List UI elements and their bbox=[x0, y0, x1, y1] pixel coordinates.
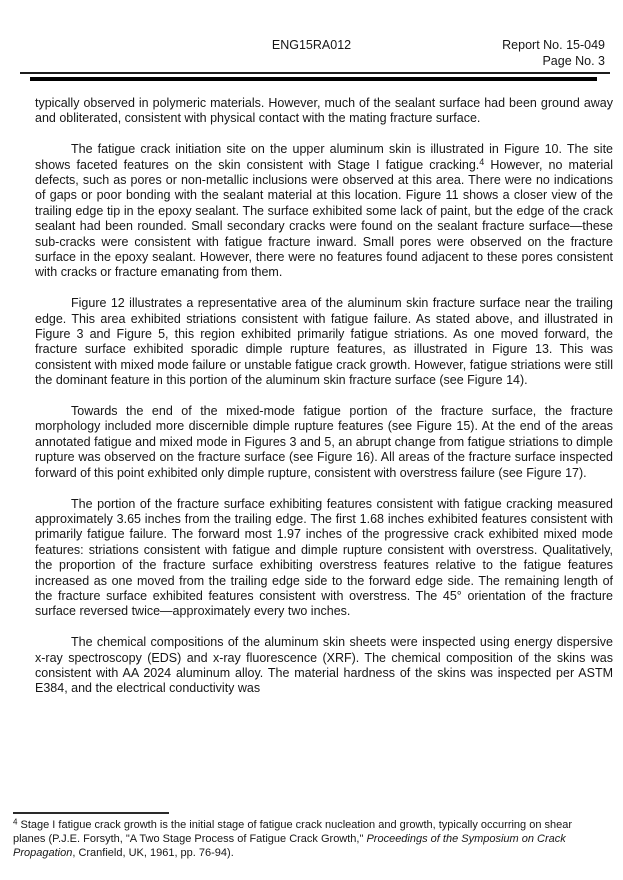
footnote-marker: 4 bbox=[13, 817, 18, 827]
paragraph-6: The chemical compositions of the aluminum skin sheets were inspected using energy dispersive x-ray spectroscopy (EDS) and x-ray fluorescence (XRF). The chemical composition of the skins was consistent with AA 2024 aluminum alloy. The material hardness of the skins was inspected per ASTM E384, and the electrical conductivity was bbox=[35, 635, 613, 696]
paragraph-5: The portion of the fracture surface exhibiting features consistent with fatigue cracking measured approximately 3.65 inches from the trailing edge. The first 1.68 inches exhibited features consistent with primarily fatigue failure. The forward most 1.97 inches of the progressive crack exhibited mixed mode features: striations consistent with fatigue and dimple rupture consistent with overstress. Qualitatively, the proportion of the fracture surface exhibiting overstress features relative to the fatigue features increased as one moved from the trailing edge side to the forward edge side. The remaining length of the fracture surface exhibited features consistent with overstress. The 45° orientation of the fracture surface reversed twice—approximately every two inches. bbox=[35, 496, 613, 619]
footnote-rule bbox=[13, 812, 169, 814]
header-right-block bbox=[502, 37, 605, 69]
document-body bbox=[35, 96, 613, 712]
page-number: Page No. 3 bbox=[542, 54, 605, 68]
report-number: Report No. 15-049 bbox=[502, 38, 605, 52]
paragraph-3: Figure 12 illustrates a representative area of the aluminum skin fracture surface near the trailing edge. This area exhibited striations consistent with fatigue failure. As stated above, and illustrated in Figure 3 and Figure 5, this region exhibited primarily fatigue striations. As one moved forward, the fracture surface exhibited sporadic dimple rupture features, as illustrated in Figure 13. This was consistent with mixed mode failure or unstable fatigue crack growth. However, fatigue striations were still the dominant feature in this portion of the aluminum skin fracture surface (see Figure 14). bbox=[35, 296, 613, 388]
header-rule-thick bbox=[30, 77, 597, 81]
document-number: ENG15RA012 bbox=[271, 38, 352, 52]
paragraph-2: The fatigue crack initiation site on the upper aluminum skin is illustrated in Figure 10. The site shows faceted features on the skin consistent with Stage I fatigue cracking.$^4$ However, no material defects, such as pores or non-metallic inclusions were observed at this area. There were no indications of gaps or poor bonding with the sealant material at this location. Figure 11 shows a closer view of the trailing edge tip in the epoxy sealant. The surface exhibited some lack of paint, but the edge of the crack sealant had been rounded. Small secondary cracks were found on the sealant fracture surface—these sub-cracks were consistent with fatigue fracture inward. Small pores were observed on the fracture surface in the epoxy sealant. However, there were no features found adjacent to these pores consistent with cracks or fracture emanating from them. bbox=[35, 142, 613, 280]
italic-citation-title: Proceedings of the Symposium on Crack Propagation bbox=[13, 833, 566, 860]
paragraph-1: typically observed in polymeric materials. However, much of the sealant surface had been ground away and obliterated, consistent with physical contact with the mating fracture surface. bbox=[35, 96, 613, 126]
page-header bbox=[18, 37, 605, 73]
footnote-text: $^4$ Stage I fatigue crack growth is the initial stage of fatigue crack nucleation and growth, typically occurring on shear planes (P.J.E. Forsyth, "A Two Stage Process of Fatigue Crack Growth," Proceedings of the Symposium on Crack Propagation, Cranfield, UK, 1961, pp. 76-94). bbox=[13, 817, 573, 860]
footnote-reference-superscript: 4 bbox=[479, 156, 485, 167]
paragraph-4: Towards the end of the mixed-mode fatigue portion of the fracture surface, the fracture morphology included more discernible dimple rupture features (see Figure 15). At the end of the areas annotated fatigue and mixed mode in Figures 3 and 5, an abrupt change from fatigue striations to dimple rupture was observed on the fracture surface (see Figure 16). All areas of the fracture surface inspected forward of this point exhibited only dimple rupture, consistent with overstress failure (see Figure 17). bbox=[35, 404, 613, 480]
header-rule-thin bbox=[20, 72, 610, 74]
